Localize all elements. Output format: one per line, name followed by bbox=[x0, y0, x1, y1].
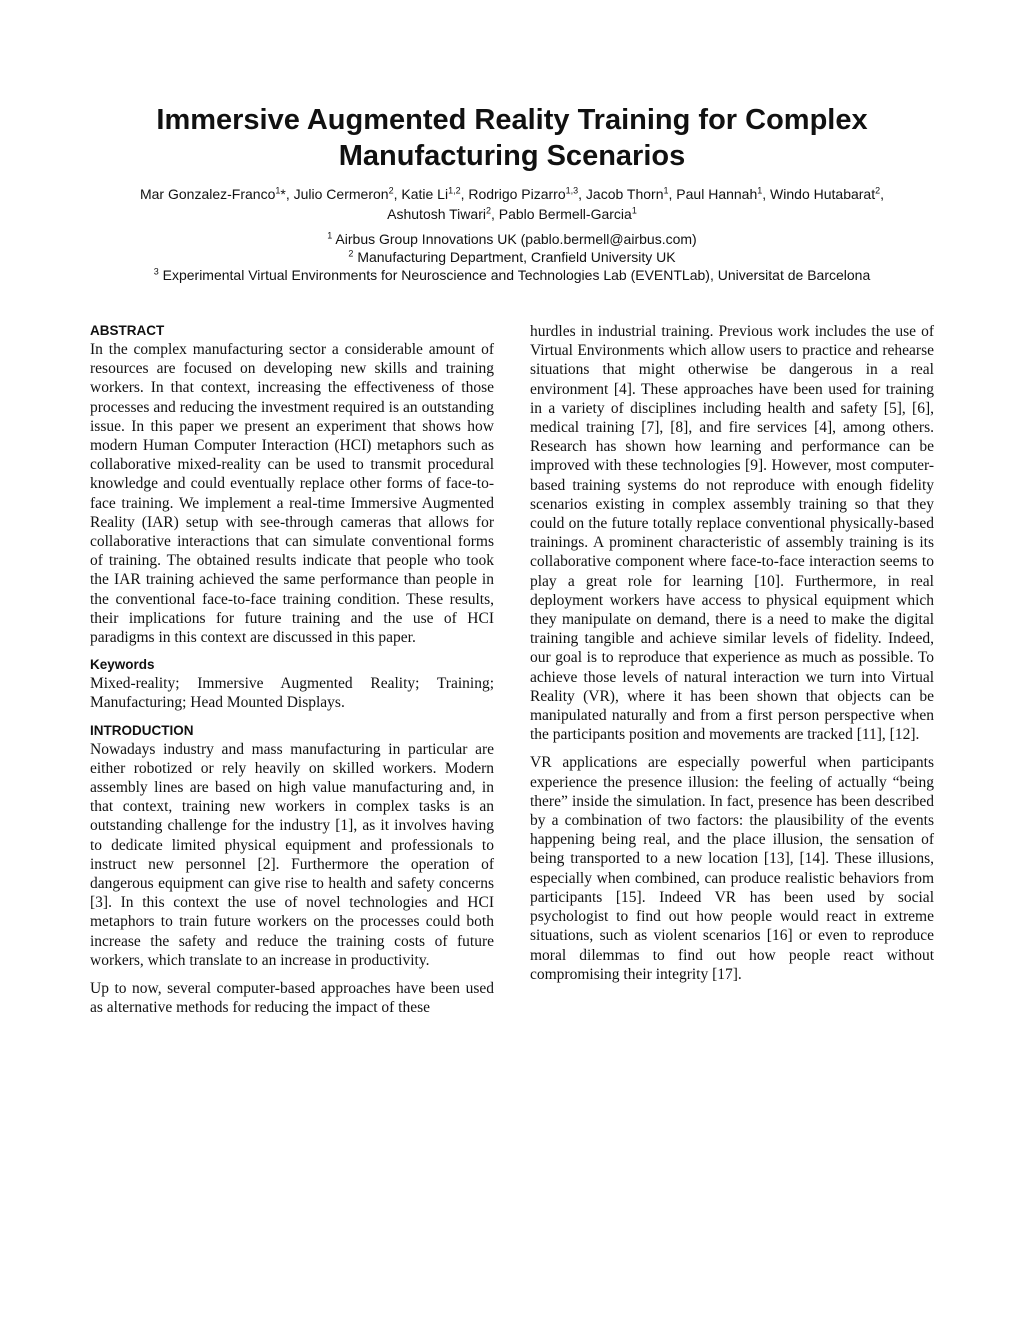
keywords-text: Mixed-reality; Immersive Augmented Reality; Training; Manufacturing; Head Mounted Displays. bbox=[90, 675, 494, 712]
abstract-heading: ABSTRACT bbox=[90, 323, 165, 338]
affiliation: $^2$ Manufacturing Department, Cranfield University UK bbox=[348, 248, 676, 265]
author: Ashutosh Tiwari$^2$, bbox=[387, 205, 499, 222]
affiliation-list bbox=[60, 230, 964, 284]
keywords-heading: Keywords bbox=[90, 657, 155, 673]
author: Mar Gonzalez-Franco$^1$*, bbox=[139, 185, 294, 202]
author: Julio Cermeron$^2$, bbox=[293, 185, 402, 202]
author: Katie Li$^{1,2}$, bbox=[401, 185, 469, 202]
introduction-paragraph-1: Nowadays industry and mass manufacturing in particular are either robotized or rely heavily on skilled workers. Modern assembly lines are based on high value manufacturing and, in that context, training new workers in complex tasks is an outstanding challenge for the industry [1], as it involves having to dedicate limited physical equipment and professionals to instruct new personnel [2]. Furthermore the operation of dangerous equipment can give rise to health and safety concerns [3]. In this context the use of novel technologies and HCI metaphors to train future workers on the processes could both increase the safety and reduce the training costs of future workers, which translate to an increase in productivity. bbox=[90, 740, 494, 969]
author: Paul Hannah$^1$, bbox=[676, 185, 771, 202]
author: Pablo Bermell-Garcia$^1$ bbox=[498, 205, 637, 222]
body-paragraph-1: hurdles in industrial training. Previous work includes the use of Virtual Environments which allow users to practice and rehearse situations that might otherwise be dangerous in a real environment [4]. These approaches have been used for training in a variety of disciplines including health and safety [5], [6], medical training [7], [8], and fire services [4], among others. Research has shown how learning and performance can be improved with these technologies [9]. However, most computer-based training systems do not reproduce with enough fidelity scenarios existing in complex assembly training so that they could on the future totally replace conventional physically-based trainings. A prominent characteristic of assembly training is its collaborative component where face-to-face interaction seems to play a great role for learning [10]. Furthermore, in real deployment workers have access to physical equipment which they manipulate on demand, there is a need to make the digital training tangible and achieve similar levels of fidelity. Indeed, our goal is to reproduce that experience as much as possible. To achieve those levels of natural interaction we turn into Virtual Reality (VR), where it has been shown that objects can be manipulated naturally and from a first person perspective when the participants position and movements are tracked [11], [12]. bbox=[530, 323, 934, 744]
introduction-heading: INTRODUCTION bbox=[90, 722, 194, 738]
introduction-paragraph-2: Up to now, several computer-based approaches have been used as alternative methods for reducing the impact of these bbox=[90, 980, 494, 1017]
affiliation: $^3$ Experimental Virtual Environments for Neuroscience and Technologies Lab (EVENTLab), Universitat de Barcelona bbox=[153, 266, 871, 283]
author: Rodrigo Pizarro$^{1,3}$, bbox=[468, 185, 586, 202]
abstract-text: In the complex manufacturing sector a considerable amount of resources are focused on developing new skills and training workers. In that context, increasing the effectiveness of those processes and reducing the investment required is an outstanding issue. In this paper we present an experiment that shows how modern Human Computer Interaction (HCI) metaphors such as collaborative mixed-reality can be used to transmit procedural knowledge and could eventually replace other forms of face-to-face training. We implement a real-time Immersive Augmented Reality (IAR) setup with see-through cameras that allows for collaborative interactions that can simulate conventional forms of training. The obtained results indicate that people who took the IAR training achieved the same performance than people in the conventional face-to-face training condition. These results, their implications for future training and the use of HCI paradigms in this context are discussed in this paper. bbox=[90, 341, 494, 647]
body-paragraph-2: VR applications are especially powerful when participants experience the presence illusion: the feeling of actually “being there” inside the simulation. In fact, presence has been described by a combination of two factors: the plausibility of the events happening being real, and the place illusion, the sensation of being transported to a new location [13], [14]. These illusions, especially when combined, can produce realistic behaviors from participants [15]. Indeed VR has been used by social psychologist to find out how people would react in extreme situations, such as violent scenarios [16] or even to reproduce moral dilemmas to find out how people react without compromising their integrity [17]. bbox=[530, 754, 934, 983]
author-list bbox=[60, 184, 964, 224]
title-line-2: Manufacturing Scenarios bbox=[338, 140, 686, 172]
affiliation: $^1$ Airbus Group Innovations UK (pablo.bermell@airbus.com) bbox=[327, 230, 697, 247]
paper-title bbox=[60, 102, 964, 174]
right-column bbox=[530, 322, 934, 993]
author: Jacob Thorn$^1$, bbox=[585, 185, 677, 202]
title-line-1: Immersive Augmented Reality Training for Complex bbox=[156, 104, 868, 136]
author: Windo Hutabarat$^2$, bbox=[770, 185, 885, 202]
left-column bbox=[90, 322, 494, 1027]
